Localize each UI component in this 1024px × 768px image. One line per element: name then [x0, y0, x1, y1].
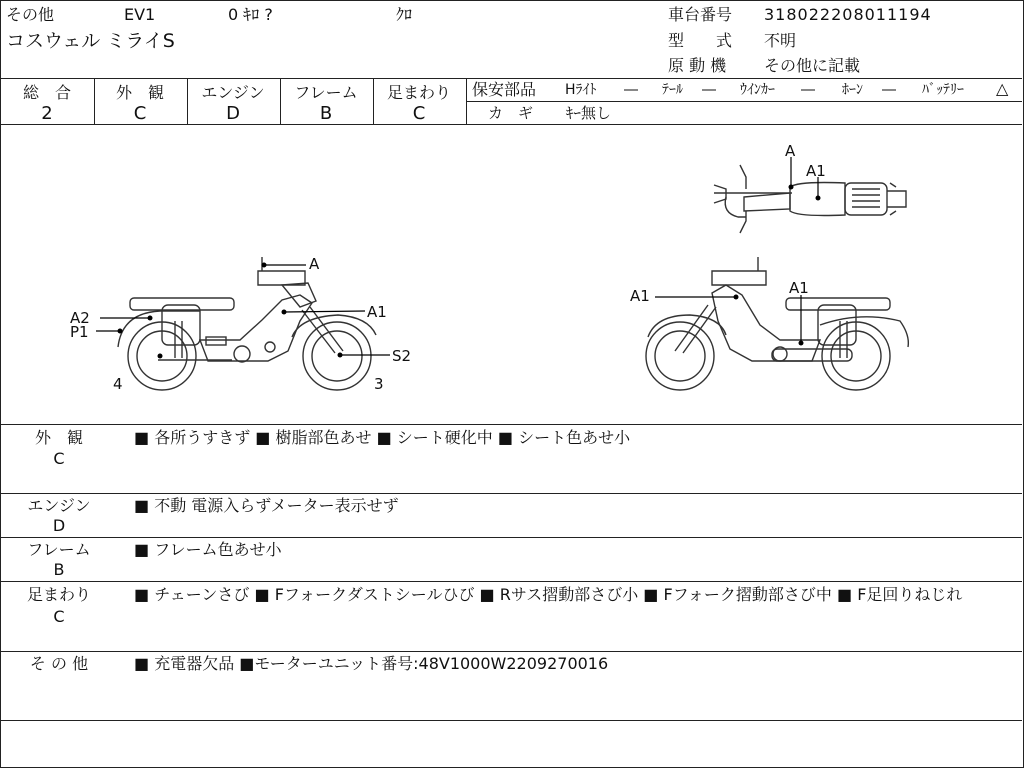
safety-status-horn: ―: [882, 82, 896, 98]
engine-label: 原 動 機: [668, 56, 727, 75]
damage-diagram: [0, 125, 1022, 425]
section-suspension-title: 足まわり: [26, 585, 91, 604]
grade-suspension-value: C: [412, 103, 426, 124]
section-engine-grade: D: [52, 516, 66, 535]
grade-engine-value: D: [226, 103, 240, 124]
section-frame-title: フレーム: [27, 540, 91, 559]
diagram-label-right-a1-rear: A1: [789, 279, 809, 297]
section-divider: [0, 581, 1022, 582]
grade-frame-label: フレーム: [294, 83, 358, 102]
type-label: 型 式: [668, 31, 733, 50]
category: その他: [6, 5, 55, 24]
diagram-label-s2: S2: [392, 347, 412, 365]
distance: 0 ｷﾛ ?: [228, 5, 273, 24]
section-exterior-title: 外 観: [34, 428, 83, 447]
type-value: 不明: [764, 31, 797, 50]
diagram-label-4: 4: [113, 375, 123, 393]
section-suspension-text: ■ チェーンさび ■ Fフォークダストシールひび ■ Rサス摺動部さび小 ■ Fフォーク摺動部さび中 ■ F足回りねじれ: [134, 585, 963, 604]
motorcycle-right-view: [646, 257, 908, 390]
safety-item-horn: ﾎｰﾝ: [842, 82, 863, 98]
right-view-leaders: [655, 295, 801, 343]
color: ｸﾛ: [396, 5, 413, 24]
safety-row-divider: [466, 101, 1022, 102]
section-divider: [0, 720, 1022, 721]
section-frame-text: ■ フレーム色あせ小: [134, 540, 282, 559]
grade-engine-label: エンジン: [201, 83, 265, 102]
section-divider: [0, 493, 1022, 494]
section-frame-grade: B: [53, 560, 65, 579]
section-divider: [0, 424, 1022, 425]
diagram-label-top-a1: A1: [806, 162, 826, 180]
safety-item-winker: ｳｲﾝｶｰ: [740, 82, 775, 98]
key-label: カ ギ: [488, 104, 534, 122]
diagram-label-a: A: [309, 255, 320, 273]
motorcycle-left-view: [118, 257, 376, 390]
diagram-label-a2: A2: [70, 309, 90, 327]
section-engine-text: ■ 不動 電源入らずメーター表示せず: [134, 496, 399, 515]
key-value: ｷｰ無し: [566, 104, 612, 122]
diagram-label-3: 3: [374, 375, 384, 393]
grade-total-value: 2: [41, 103, 53, 124]
safety-item-tail: ﾃｰﾙ: [662, 82, 683, 98]
model-code: EV1: [124, 5, 156, 24]
grade-divider: [466, 78, 467, 124]
grade-frame-value: B: [319, 103, 333, 124]
section-divider: [0, 651, 1022, 652]
safety-item-battery: ﾊﾞｯﾃﾘｰ: [922, 82, 964, 98]
safety-status-winker: ―: [801, 82, 815, 98]
right-view-markers: [734, 295, 804, 346]
safety-status-tail: ―: [702, 82, 716, 98]
section-engine-title: エンジン: [27, 496, 91, 515]
grade-total-label: 総 合: [22, 83, 71, 102]
grade-row-top: [0, 78, 1022, 79]
safety-status-battery: △: [996, 79, 1009, 98]
chassis-number: 318022208011194: [764, 5, 932, 24]
diagram-label-top-a: A: [785, 142, 796, 160]
engine-value: その他に記載: [764, 56, 861, 75]
safety-status-headlight: ―: [624, 82, 638, 98]
diagram-label-right-a1-front: A1: [630, 287, 650, 305]
grade-suspension-label: 足まわり: [386, 83, 451, 102]
diagram-label-a1: A1: [367, 303, 387, 321]
section-exterior-text: ■ 各所うすきず ■ 樹脂部色あせ ■ シート硬化中 ■ シート色あせ小: [134, 428, 631, 447]
section-other-title: そ の 他: [29, 654, 89, 673]
vehicle-name: コスウェル ミライS: [6, 30, 175, 52]
chassis-label: 車台番号: [668, 5, 733, 24]
section-suspension-grade: C: [53, 607, 65, 626]
section-other-text: ■ 充電器欠品 ■モーターユニット番号:48V1000W2209270016: [134, 654, 609, 673]
top-view-markers: [789, 185, 821, 201]
safety-parts-label: 保安部品: [472, 80, 537, 99]
safety-item-headlight: Hﾗｲﾄ: [565, 82, 597, 98]
grade-exterior-value: C: [133, 103, 147, 124]
grade-exterior-label: 外 観: [115, 83, 164, 102]
diagram-label-p1: P1: [70, 323, 89, 341]
section-divider: [0, 537, 1022, 538]
section-exterior-grade: C: [53, 449, 65, 468]
